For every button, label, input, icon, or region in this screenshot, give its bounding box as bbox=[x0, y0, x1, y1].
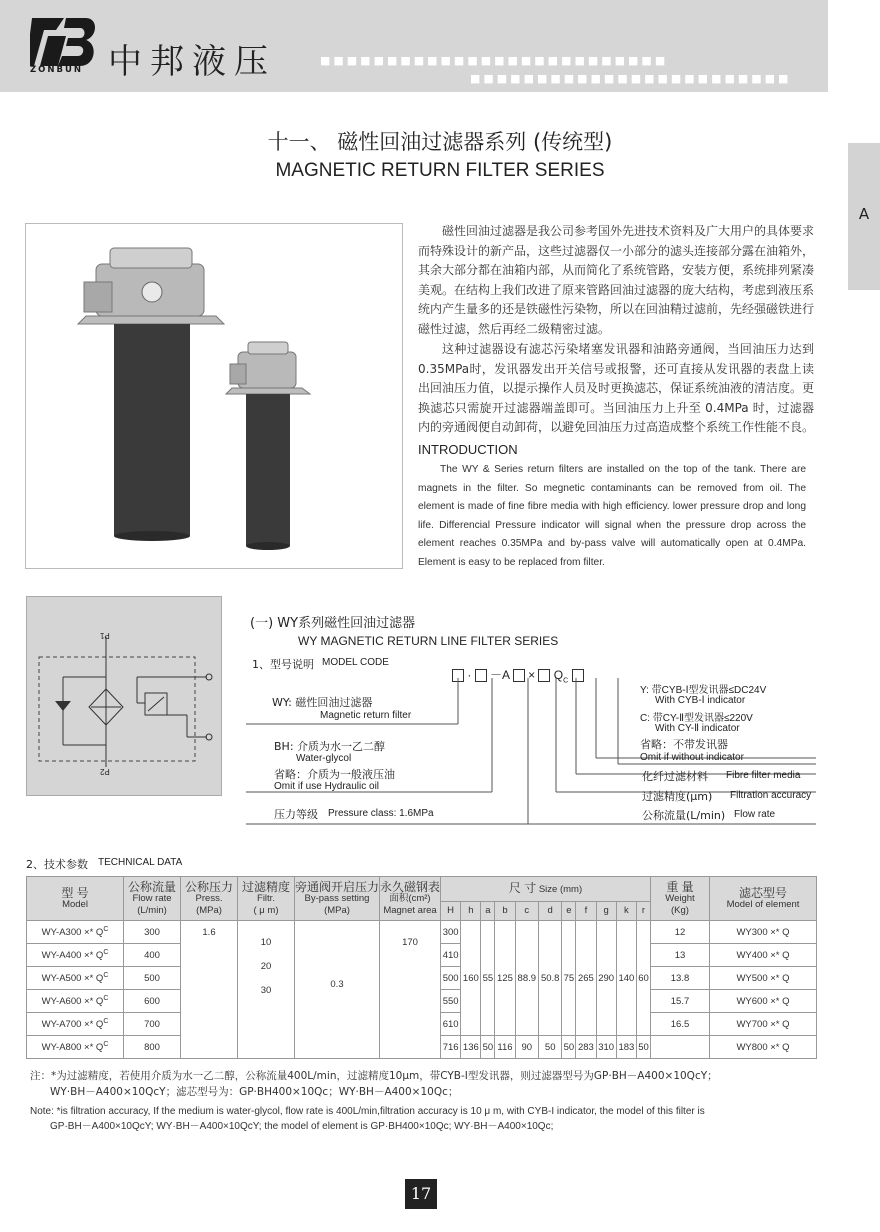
note-en-2: GP·BH－A400×10QcY; WY·BH－A400×10QcY; the model of element is GP·BH400×10Qc; WY·BH－A400×10Qc; bbox=[50, 1121, 554, 1132]
size-col: c bbox=[515, 902, 538, 921]
cell-H: 550 bbox=[441, 990, 461, 1013]
cell-a: 50 bbox=[481, 1036, 495, 1059]
col-press bbox=[181, 877, 238, 921]
model-text: WY-A800 ×* Q bbox=[41, 1042, 104, 1054]
cell-k: 183 bbox=[616, 1036, 636, 1059]
code-bh-omit-cn: 省略：介质为一般液压油 bbox=[274, 768, 395, 781]
col-size-en: Size (mm) bbox=[538, 884, 583, 895]
cell-weight: 13 bbox=[651, 944, 710, 967]
cell-k: 140 bbox=[616, 921, 636, 1036]
cell-flow: 300 bbox=[124, 921, 181, 944]
cell-weight: 13.8 bbox=[651, 967, 710, 990]
col-weight-en2: (Kg) bbox=[671, 904, 689, 916]
model-text: WY-A600 ×* Q bbox=[41, 996, 104, 1008]
cell-filtr bbox=[238, 921, 295, 1059]
cell-flow: 500 bbox=[124, 967, 181, 990]
code-times: × bbox=[528, 668, 536, 682]
col-bypass bbox=[295, 877, 380, 921]
cell-element: WY500 ×* Q bbox=[710, 967, 817, 990]
cell-weight: 15.7 bbox=[651, 990, 710, 1013]
decor-dots-2: ■■■■■■■■■■■■■■■■■■■■■■■■ bbox=[470, 72, 792, 85]
model-code-title-cn: 1、型号说明 bbox=[252, 658, 314, 671]
table-row bbox=[27, 921, 817, 944]
cell-element: WY600 ×* Q bbox=[710, 990, 817, 1013]
model-text: WY-A400 ×* Q bbox=[41, 950, 104, 962]
cell-model bbox=[27, 1036, 124, 1059]
cell-flow: 400 bbox=[124, 944, 181, 967]
model-sup: C bbox=[103, 1017, 109, 1025]
col-weight-en1: Weight bbox=[665, 892, 695, 904]
cell-b: 116 bbox=[495, 1036, 515, 1059]
col-element-cn: 滤芯型号 bbox=[738, 885, 787, 900]
col-press-en1: Press. bbox=[195, 892, 223, 904]
port-p1-label: P1 bbox=[100, 631, 110, 640]
model-text: WY-A500 ×* Q bbox=[41, 973, 104, 985]
model-sup: C bbox=[103, 994, 109, 1002]
size-col: f bbox=[576, 902, 596, 921]
cell-H: 300 bbox=[441, 921, 461, 944]
col-magnet-en: Magnet area bbox=[383, 904, 437, 916]
cell-f: 265 bbox=[576, 921, 596, 1036]
cell-H: 716 bbox=[441, 1036, 461, 1059]
cell-model bbox=[27, 1013, 124, 1036]
col-filtr-cn: 过滤精度 bbox=[241, 879, 290, 894]
cell-H: 410 bbox=[441, 944, 461, 967]
cell-a: 55 bbox=[481, 921, 495, 1036]
code-y-line1: Y: 带CYB-Ⅰ型发讯器≤DC24V bbox=[640, 685, 767, 696]
model-sup: C bbox=[103, 948, 109, 956]
cell-f: 283 bbox=[576, 1036, 596, 1059]
col-size-cn: 尺 寸 bbox=[508, 881, 537, 895]
col-element-en: Model of element bbox=[726, 898, 800, 910]
filtr-val: 30 bbox=[260, 985, 272, 996]
cell-model bbox=[27, 967, 124, 990]
col-filtr bbox=[238, 877, 295, 921]
code-pressure-en: Pressure class: 1.6MPa bbox=[328, 808, 434, 819]
code-accuracy-en: Filtration accuracy bbox=[730, 790, 812, 801]
side-tab-label: A bbox=[858, 205, 870, 223]
cell-H: 610 bbox=[441, 1013, 461, 1036]
size-col: k bbox=[616, 902, 636, 921]
cell-b: 125 bbox=[495, 921, 515, 1036]
cell-r: 50 bbox=[637, 1036, 651, 1059]
code-dot: · bbox=[467, 668, 472, 682]
subsection-title-cn: (一) WY系列磁性回油过滤器 bbox=[250, 616, 416, 631]
size-col: H bbox=[441, 902, 461, 921]
size-col: e bbox=[562, 902, 576, 921]
col-filtr-en1: Filtr. bbox=[257, 892, 275, 904]
cell-h: 160 bbox=[461, 921, 481, 1036]
code-flow-cn: 公称流量(L/min) bbox=[642, 809, 726, 822]
cell-c: 88.9 bbox=[515, 921, 538, 1036]
cell-g: 310 bbox=[596, 1036, 616, 1059]
cell-weight: 16.5 bbox=[651, 1013, 710, 1036]
note-cn-1: 注：*为过滤精度，若使用介质为水一乙二醇，公称流量400L/min，过滤精度10μm，带CYB-Ⅰ型发讯器，则过滤器型号为GP·BH－A400×10QcY； bbox=[30, 1070, 718, 1082]
col-flow-en2: (L/min) bbox=[137, 904, 167, 916]
cell-model bbox=[27, 944, 124, 967]
logo-text: ZONBUN bbox=[30, 65, 83, 75]
size-col: h bbox=[461, 902, 481, 921]
code-flow-en: Flow rate bbox=[734, 809, 776, 820]
code-c-line2: With CY-Ⅱ indicator bbox=[655, 723, 740, 734]
intro-text: The WY & Series return filters are installed on the top of the tank. There are magnets in the filter. So megnetic contaminants can be removed from oil. The element is made of fine fibre media with high efficiency. lower pressure drop and long life. Differencial Pressure indicator will signal when the pressure drop across the element reaches 0.35MPa and by-pass valve will automatically open at 0.4MPa. Element is easy to be replaced from filter. bbox=[418, 464, 806, 568]
col-filtr-en2: ( μ m) bbox=[253, 904, 279, 916]
col-flow-cn: 公称流量 bbox=[127, 879, 176, 894]
model-sup: C bbox=[103, 971, 109, 979]
cell-weight: 12 bbox=[651, 921, 710, 944]
code-wy-en: Magnetic return filter bbox=[320, 710, 412, 721]
code-fibre-en: Fibre filter media bbox=[726, 770, 801, 781]
cell-model bbox=[27, 921, 124, 944]
tech-title-en: TECHNICAL DATA bbox=[98, 857, 183, 868]
model-code-title-en: MODEL CODE bbox=[322, 657, 389, 668]
brand-name: 中邦液压 bbox=[108, 42, 276, 82]
cell-d: 50 bbox=[539, 1036, 562, 1059]
description-cn-1: 磁性回油过滤器是我公司参考国外先进技术资料及广大用户的具体要求而特殊设计的新产品，这些过滤器仅一小部分的滤头连接部分露在油箱外，其余大部分都在油箱内部，从而简化了系统管路，安装方便，系统排列紧凑美观。在结构上我们改进了原来管路回油过滤器的庞大结构，考虑到液压系统内产生量多的还是铁磁性污染物，所以在回油精过滤前，先经强磁铁进行磁性过滤，然后再经二级精密过滤。 bbox=[418, 224, 815, 336]
cell-c: 90 bbox=[515, 1036, 538, 1059]
cell-magnet: 170 bbox=[380, 921, 441, 1059]
col-flow bbox=[124, 877, 181, 921]
model-sup: C bbox=[103, 925, 109, 933]
cell-weight bbox=[651, 1036, 710, 1059]
intro-heading: INTRODUCTION bbox=[418, 442, 518, 457]
filtr-val: 10 bbox=[260, 937, 272, 948]
cell-element: WY400 ×* Q bbox=[710, 944, 817, 967]
cell-element: WY300 ×* Q bbox=[710, 921, 817, 944]
cell-element: WY700 ×* Q bbox=[710, 1013, 817, 1036]
section-title-cn: 十一、 磁性回油过滤器系列 (传统型) bbox=[267, 130, 613, 154]
col-magnet bbox=[380, 877, 441, 921]
note-cn-2: WY·BH－A400×10QcY；滤芯型号为：GP·BH400×10Qc；WY·BH－A400×10Qc； bbox=[50, 1086, 459, 1098]
note-en-1: Note: *is filtration accuracy, If the medium is water-glycol, flow rate is 400L/min,filtration accuracy is 10 μ m, with CYB-I indicator, the model of this filter is bbox=[30, 1106, 705, 1117]
code-fibre-cn: 化纤过滤材料 bbox=[642, 770, 708, 783]
filter-illustration bbox=[26, 224, 402, 568]
col-press-cn: 公称压力 bbox=[184, 879, 233, 894]
code-omit-cn: 省略：不带发讯器 bbox=[640, 738, 728, 751]
schematic-diagram bbox=[27, 597, 221, 795]
cell-e: 50 bbox=[562, 1036, 576, 1059]
cell-r: 60 bbox=[637, 921, 651, 1036]
filtr-val: 20 bbox=[260, 961, 272, 972]
code-q-sub: C bbox=[563, 677, 569, 685]
cell-h: 136 bbox=[461, 1036, 481, 1059]
cell-g: 290 bbox=[596, 921, 616, 1036]
cell-flow: 600 bbox=[124, 990, 181, 1013]
col-magnet-cn: 永久磁钢表 bbox=[380, 879, 441, 894]
model-sup: C bbox=[103, 1040, 109, 1048]
size-col: b bbox=[495, 902, 515, 921]
cell-flow: 800 bbox=[124, 1036, 181, 1059]
cell-element: WY800 ×* Q bbox=[710, 1036, 817, 1059]
col-element bbox=[710, 877, 817, 921]
size-col: d bbox=[539, 902, 562, 921]
code-accuracy-cn: 过滤精度(μm) bbox=[642, 790, 713, 803]
code-dash-a: －A bbox=[490, 668, 510, 682]
cell-press: 1.6 bbox=[181, 921, 238, 1059]
cell-bypass: 0.3 bbox=[295, 921, 380, 1059]
cell-e: 75 bbox=[562, 921, 576, 1036]
col-model-cn: 型 号 bbox=[61, 885, 89, 900]
col-bypass-en2: (MPa) bbox=[324, 904, 350, 916]
cell-model bbox=[27, 990, 124, 1013]
col-press-en2: (MPa) bbox=[196, 904, 222, 916]
size-col: a bbox=[481, 902, 495, 921]
code-bh-omit-en: Omit if use Hydraulic oil bbox=[274, 781, 380, 792]
code-wy-cn: WY: 磁性回油过滤器 bbox=[272, 696, 373, 709]
cell-d: 50.8 bbox=[539, 921, 562, 1036]
col-bypass-cn: 旁通阀开启压力 bbox=[295, 879, 380, 894]
port-p2-label: P2 bbox=[100, 767, 110, 776]
col-weight bbox=[651, 877, 710, 921]
code-omit-en: Omit if without indicator bbox=[640, 752, 744, 763]
col-bypass-en1: By-pass setting bbox=[304, 892, 370, 904]
col-magnet-cn2: 面积(cm²) bbox=[389, 892, 431, 904]
code-pressure-cn: 压力等级 bbox=[274, 808, 318, 821]
description-cn-2: 这种过滤器设有滤芯污染堵塞发讯器和油路旁通阀，当回油压力达到0.35MPa时，发讯器发出开关信号或报警，还可直接从发讯器的表盘上读出回油压力值，以提示操作人员及时更换滤芯，保证系统油液的清洁度。更换滤芯只需旋开过滤器端盖即可。当回油压力上升至 0.4MPa 时，过滤器内的旁通阀便自动卸荷，以避免回油压力过高造成整个系统工作性能不良。 bbox=[418, 342, 815, 435]
model-text: WY-A700 ×* Q bbox=[41, 1019, 104, 1031]
size-col: r bbox=[637, 902, 651, 921]
model-text: WY-A300 ×* Q bbox=[41, 927, 104, 939]
section-title-en: MAGNETIC RETURN FILTER SERIES bbox=[275, 160, 605, 181]
cell-H: 500 bbox=[441, 967, 461, 990]
size-col: g bbox=[596, 902, 616, 921]
code-y-line2: With CYB-Ⅰ indicator bbox=[655, 695, 746, 706]
col-size bbox=[441, 877, 651, 902]
col-flow-en1: Flow rate bbox=[132, 892, 172, 904]
code-c-line1: C: 带CY-Ⅱ型发讯器≤220V bbox=[640, 713, 753, 724]
technical-data-table bbox=[26, 876, 817, 1059]
col-model bbox=[27, 877, 124, 921]
cell-flow: 700 bbox=[124, 1013, 181, 1036]
code-q: Q bbox=[553, 668, 564, 682]
product-photo bbox=[25, 223, 403, 569]
tech-title-cn: 2、技术参数 bbox=[26, 858, 88, 871]
code-bh-en: Water-glycol bbox=[296, 753, 352, 764]
hydraulic-schematic bbox=[26, 596, 222, 796]
subsection-title-en: WY MAGNETIC RETURN LINE FILTER SERIES bbox=[298, 634, 559, 648]
decor-dots-1: ■■■■■■■■■■■■■■■■■■■■■■■■■■ bbox=[320, 54, 669, 67]
code-bh-cn: BH: 介质为水一乙二醇 bbox=[274, 740, 386, 753]
col-model-en: Model bbox=[62, 898, 88, 910]
col-weight-cn: 重 量 bbox=[666, 879, 694, 894]
page-number: 17 bbox=[405, 1179, 437, 1209]
